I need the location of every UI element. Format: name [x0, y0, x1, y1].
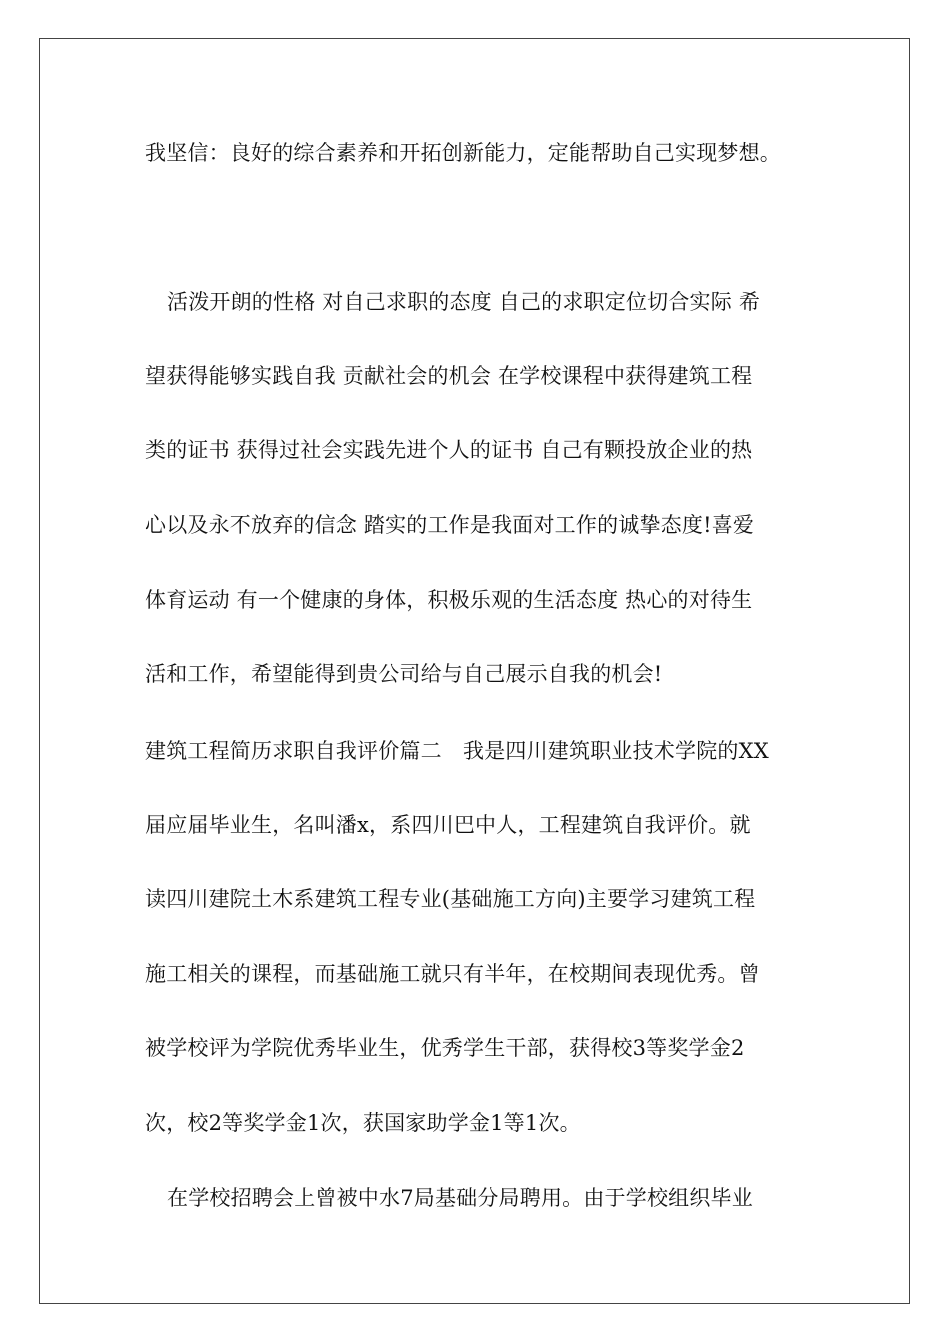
text-line: 心以及永不放弃的信念 踏实的工作是我面对工作的诚挚态度!喜爱 — [145, 513, 755, 537]
text-line: 类的证书 获得过社会实践先进个人的证书 自己有颗投放企业的热 — [145, 438, 753, 462]
text-line: 体育运动 有一个健康的身体，积极乐观的生活态度 热心的对待生 — [145, 588, 753, 612]
text-line: 读四川建院土木系建筑工程专业(基础施工方向)主要学习建筑工程 — [145, 887, 756, 911]
text-line: 届应届毕业生，名叫潘x，系四川巴中人，工程建筑自我评价。就 — [145, 813, 751, 837]
text-line: 我坚信：良好的综合素养和开拓创新能力，定能帮助自己实现梦想。 — [145, 141, 781, 165]
text-line: 活和工作，希望能得到贵公司给与自己展示自我的机会! — [145, 662, 663, 686]
text-line: 施工相关的课程，而基础施工就只有半年，在校期间表现优秀。曾 — [145, 962, 760, 986]
text-line: 望获得能够实践自我 贡献社会的机会 在学校课程中获得建筑工程 — [145, 364, 753, 388]
text-line: 被学校评为学院优秀毕业生，优秀学生干部，获得校3等奖学金2 — [145, 1036, 745, 1060]
text-line: 次，校2等奖学金1次，获国家助学金1等1次。 — [145, 1111, 581, 1135]
section-heading-line: 建筑工程简历求职自我评价篇二 我是四川建筑职业技术学院的XX — [145, 739, 769, 763]
paragraph-start-line: 活泼开朗的性格 对自己求职的态度 自己的求职定位切合实际 希 — [167, 290, 761, 314]
paragraph-start-line: 在学校招聘会上曾被中水7局基础分局聘用。由于学校组织毕业 — [167, 1186, 753, 1210]
